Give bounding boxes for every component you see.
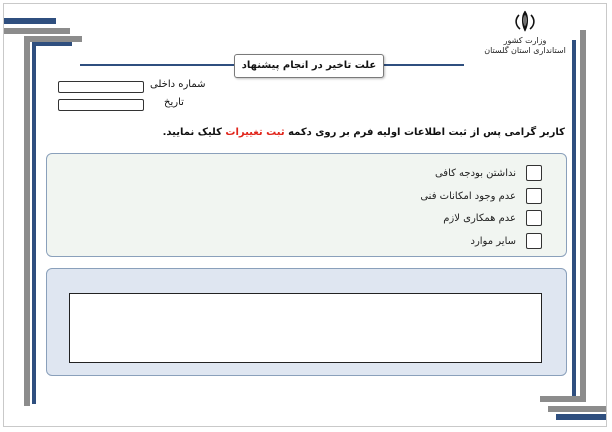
decor-bar-top-left-1: [4, 18, 56, 24]
decor-bar-top-left-4: [32, 42, 36, 404]
iran-emblem-icon: [512, 10, 538, 32]
option-label: عدم همکاری لازم: [443, 212, 516, 224]
title-line-left: [80, 64, 234, 66]
instruction-part2: کلیک نمایید.: [162, 127, 222, 138]
option-no-technical-facilities[interactable]: [420, 187, 542, 205]
option-other[interactable]: [471, 232, 543, 250]
reasons-panel: [46, 153, 567, 257]
option-label: نداشتن بودجه کافی: [434, 167, 516, 179]
decor-bar-bottom-right-3: [540, 396, 586, 402]
instruction-part1: کاربر گرامی پس از ثبت اطلاعات اولیه فرم بر روی دکمه: [288, 127, 565, 138]
option-insufficient-budget[interactable]: [435, 164, 542, 182]
decor-bar-bottom-right-2: [572, 40, 576, 396]
decor-bar-bottom-right-1: [580, 30, 586, 402]
notes-textarea[interactable]: [69, 293, 542, 363]
option-label: عدم وجود امکانات فنی: [420, 190, 516, 202]
ministry-name: وزارت کشور: [503, 36, 547, 45]
form-title: علت تاخیر در انجام پیشنهاد: [234, 54, 384, 78]
internal-number-input[interactable]: [58, 81, 144, 93]
date-input[interactable]: [58, 99, 144, 111]
decor-bar-bottom-right-5: [556, 414, 606, 420]
ministry-logo: [480, 10, 570, 56]
instruction-highlight: ثبت تغییرات: [225, 127, 285, 138]
checkbox[interactable]: [526, 188, 542, 204]
checkbox[interactable]: [526, 210, 542, 226]
decor-bar-top-left-6: [32, 42, 72, 46]
option-label: سایر موارد: [470, 235, 516, 247]
notes-panel: [46, 268, 567, 376]
instruction-text: [163, 127, 565, 138]
decor-bar-bottom-right-4: [548, 406, 606, 412]
governorate-name: استانداری استان گلستان: [484, 46, 566, 55]
checkbox[interactable]: [526, 233, 542, 249]
title-line-right: [382, 64, 464, 66]
decor-bar-top-left-3: [24, 36, 30, 406]
internal-number-label: شماره داخلی: [150, 79, 206, 90]
checkbox[interactable]: [526, 165, 542, 181]
date-label: تاریخ: [164, 97, 184, 108]
decor-bar-top-left-2: [4, 28, 70, 34]
option-lack-of-cooperation[interactable]: [443, 209, 542, 227]
